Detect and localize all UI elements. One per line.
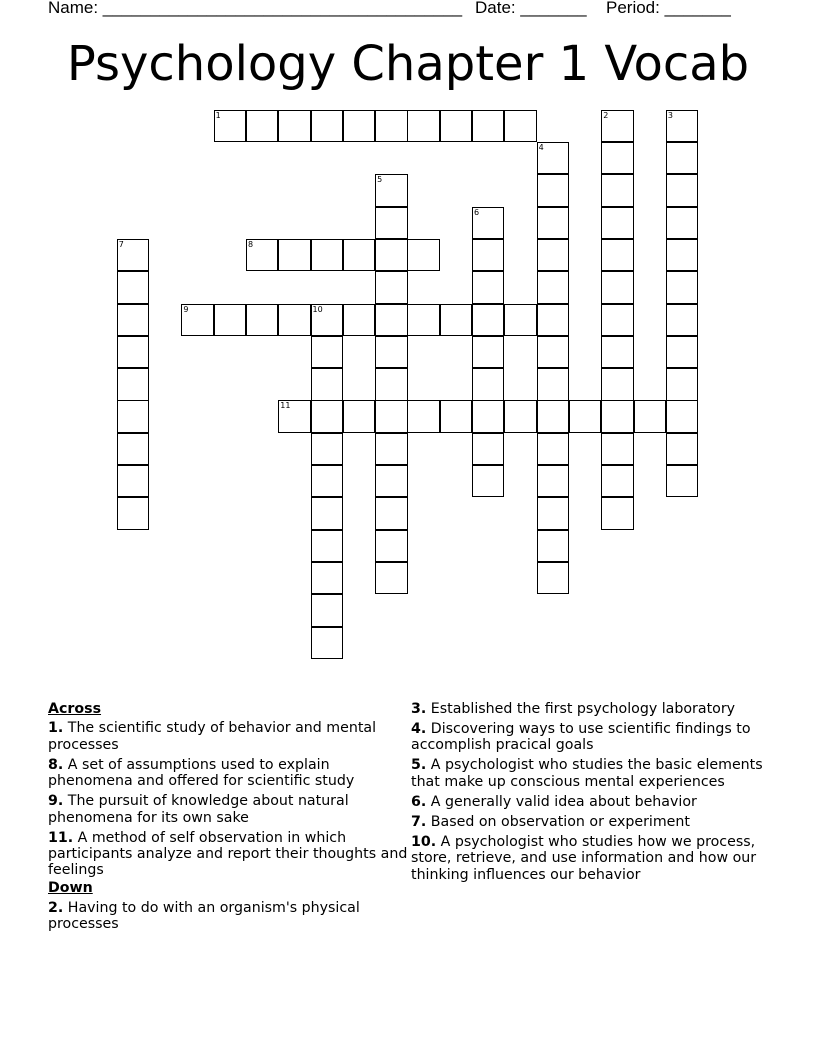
crossword-cell[interactable] [343,239,375,271]
crossword-cell[interactable] [311,400,343,432]
crossword-cell[interactable] [537,465,569,497]
clue-item [48,793,408,826]
crossword-cell[interactable] [246,239,278,271]
crossword-cell[interactable] [472,110,504,142]
crossword-cell[interactable] [666,400,698,432]
clue-text: A set of assumptions used to explain phenomena and offered for scientific study [48,756,355,790]
crossword-cell[interactable] [601,304,633,336]
crossword-cell[interactable] [311,433,343,465]
crossword-cell[interactable] [117,271,149,303]
clue-number: 9. [48,793,64,810]
crossword-cell[interactable] [375,336,407,368]
crossword-cell[interactable] [666,336,698,368]
clue-number: 7 [118,239,124,249]
crossword-cell[interactable] [537,400,569,432]
crossword-cell[interactable] [117,336,149,368]
crossword-cell[interactable] [601,336,633,368]
crossword-cell[interactable] [214,110,246,142]
down-clue-list-continued [411,701,771,883]
crossword-cell[interactable] [375,368,407,400]
crossword-cell[interactable] [117,304,149,336]
clue-number: 11 [280,401,291,411]
crossword-cell[interactable] [311,497,343,529]
crossword-cell[interactable] [278,110,310,142]
crossword-cell[interactable] [601,110,633,142]
crossword-cell[interactable] [537,433,569,465]
crossword-cell[interactable] [472,368,504,400]
clue-number: 7. [411,813,427,830]
clue-item [48,900,408,933]
crossword-cell[interactable] [375,110,407,142]
clue-text: A psychologist who studies how we process, store, retrieve, and use information and how our thinking influences our behavior [411,833,757,883]
clues-right-column [411,701,771,887]
crossword-cell[interactable] [504,400,536,432]
crossword-cell[interactable] [117,433,149,465]
clue-number: 3 [667,110,673,120]
crossword-cell[interactable] [601,465,633,497]
crossword-cell[interactable] [407,304,439,336]
crossword-cell[interactable] [666,174,698,206]
crossword-cell[interactable] [537,368,569,400]
crossword-cell[interactable] [537,562,569,594]
date-field[interactable]: Date: _______ [475,0,587,17]
crossword-cell[interactable] [601,239,633,271]
crossword-cell[interactable] [601,368,633,400]
crossword-cell[interactable] [343,110,375,142]
clue-number: 11. [48,829,74,846]
clue-item [411,794,771,810]
crossword-cell[interactable] [214,304,246,336]
clue-number: 10 [312,304,323,314]
crossword-cell[interactable] [407,239,439,271]
crossword-cell[interactable] [117,465,149,497]
crossword-cell[interactable] [440,304,472,336]
crossword-cell[interactable] [311,594,343,626]
crossword-cell[interactable] [569,400,601,432]
crossword-cell[interactable] [601,142,633,174]
crossword-cell[interactable] [666,304,698,336]
crossword-cell[interactable] [375,271,407,303]
crossword-cell[interactable] [472,465,504,497]
crossword-cell[interactable] [472,207,504,239]
crossword-cell[interactable] [601,433,633,465]
down-clue-list [48,900,408,933]
crossword-cell[interactable] [504,110,536,142]
crossword-cell[interactable] [537,142,569,174]
clue-item [411,757,771,790]
crossword-cell[interactable] [375,465,407,497]
crossword-cell[interactable] [634,400,666,432]
crossword-cell[interactable] [537,304,569,336]
clue-number: 2. [48,899,64,916]
crossword-cell[interactable] [472,271,504,303]
crossword-cell[interactable] [375,497,407,529]
crossword-cell[interactable] [311,465,343,497]
crossword-cell[interactable] [375,239,407,271]
crossword-cell[interactable] [440,400,472,432]
clues-left-column [48,701,408,936]
clue-text: A generally valid idea about behavior [426,793,697,810]
clue-item [48,830,408,879]
crossword-cell[interactable] [666,239,698,271]
crossword-cell[interactable] [311,530,343,562]
crossword-cell[interactable] [278,400,310,432]
crossword-cell[interactable] [601,400,633,432]
crossword-cell[interactable] [537,271,569,303]
clue-number: 5 [377,175,383,185]
clue-text: Based on observation or experiment [426,813,690,830]
clue-item [48,757,408,790]
crossword-cell[interactable] [311,368,343,400]
crossword-cell[interactable] [311,562,343,594]
clue-text: A method of self observation in which participants analyze and report their thoughts and feelings [48,829,408,879]
crossword-cell[interactable] [601,497,633,529]
crossword-cell[interactable] [343,400,375,432]
crossword-cell[interactable] [311,627,343,659]
crossword-cell[interactable] [278,304,310,336]
clue-text: Discovering ways to use scientific findings to accomplish pracical goals [411,721,751,754]
clue-text: A psychologist who studies the basic elements that make up conscious mental experiences [411,757,763,790]
name-field[interactable]: Name: ______________________________________ [48,0,463,17]
crossword-cell[interactable] [537,336,569,368]
clue-number: 2 [603,110,609,120]
clue-number: 1. [48,720,64,737]
clue-number: 6 [474,207,480,217]
clue-text: Established the first psychology laboratory [426,701,736,717]
crossword-cell[interactable] [666,433,698,465]
crossword-cell[interactable] [375,174,407,206]
clue-item [411,701,771,717]
crossword-cell[interactable] [181,304,213,336]
crossword-cell[interactable] [246,304,278,336]
clue-item [411,721,771,754]
clue-number: 6. [411,793,427,810]
crossword-cell[interactable] [311,239,343,271]
crossword-cell[interactable] [537,174,569,206]
crossword-cell[interactable] [472,336,504,368]
crossword-cell[interactable] [117,239,149,271]
clue-item [48,720,408,753]
clue-text: The scientific study of behavior and mental processes [48,720,377,753]
crossword-cell[interactable] [117,368,149,400]
crossword-cell[interactable] [407,400,439,432]
crossword-cell[interactable] [537,530,569,562]
crossword-cell[interactable] [375,400,407,432]
across-clue-list [48,720,408,878]
crossword-cell[interactable] [537,207,569,239]
crossword-cell[interactable] [537,497,569,529]
clue-number: 3. [411,701,427,717]
crossword-cell[interactable] [440,110,472,142]
crossword-cell[interactable] [666,271,698,303]
crossword-cell[interactable] [601,207,633,239]
crossword-cell[interactable] [666,110,698,142]
crossword-cell[interactable] [472,304,504,336]
down-heading: Down [48,880,93,897]
clue-item [411,834,771,883]
crossword-cell[interactable] [375,433,407,465]
clue-text: Having to do with an organism's physical processes [48,899,360,933]
crossword-cell[interactable] [117,400,149,432]
crossword-cell[interactable] [407,110,439,142]
crossword-cell[interactable] [666,465,698,497]
crossword-cell[interactable] [375,562,407,594]
crossword-cell[interactable] [472,433,504,465]
crossword-cell[interactable] [472,239,504,271]
clue-number: 8. [48,756,64,773]
crossword-cell[interactable] [601,271,633,303]
across-heading: Across [48,701,102,717]
clue-text: The pursuit of knowledge about natural phenomena for its own sake [48,793,349,826]
crossword-cell[interactable] [278,239,310,271]
crossword-cell[interactable] [666,368,698,400]
clue-number: 8 [247,239,254,249]
crossword-cell[interactable] [246,110,278,142]
period-field[interactable]: Period: _______ [606,0,731,17]
crossword-cell[interactable] [343,304,375,336]
crossword-cell[interactable] [311,304,343,336]
crossword-cell[interactable] [311,336,343,368]
clue-number: 9 [183,304,189,314]
crossword-cell[interactable] [311,110,343,142]
crossword-cell[interactable] [666,207,698,239]
crossword-cell[interactable] [375,207,407,239]
crossword-cell[interactable] [375,304,407,336]
crossword-cell[interactable] [666,142,698,174]
clue-number: 5. [411,757,427,774]
crossword-cell[interactable] [601,174,633,206]
clue-item [411,814,771,830]
crossword-cell[interactable] [117,497,149,529]
clue-number: 1 [215,110,221,120]
clue-number: 4 [538,143,544,153]
crossword-cell[interactable] [537,239,569,271]
puzzle-title: Psychology Chapter 1 Vocab [66,36,750,92]
crossword-cell[interactable] [472,400,504,432]
crossword-cell[interactable] [504,304,536,336]
clue-number: 4. [411,721,427,737]
crossword-cell[interactable] [375,530,407,562]
clue-number: 10. [411,833,437,850]
